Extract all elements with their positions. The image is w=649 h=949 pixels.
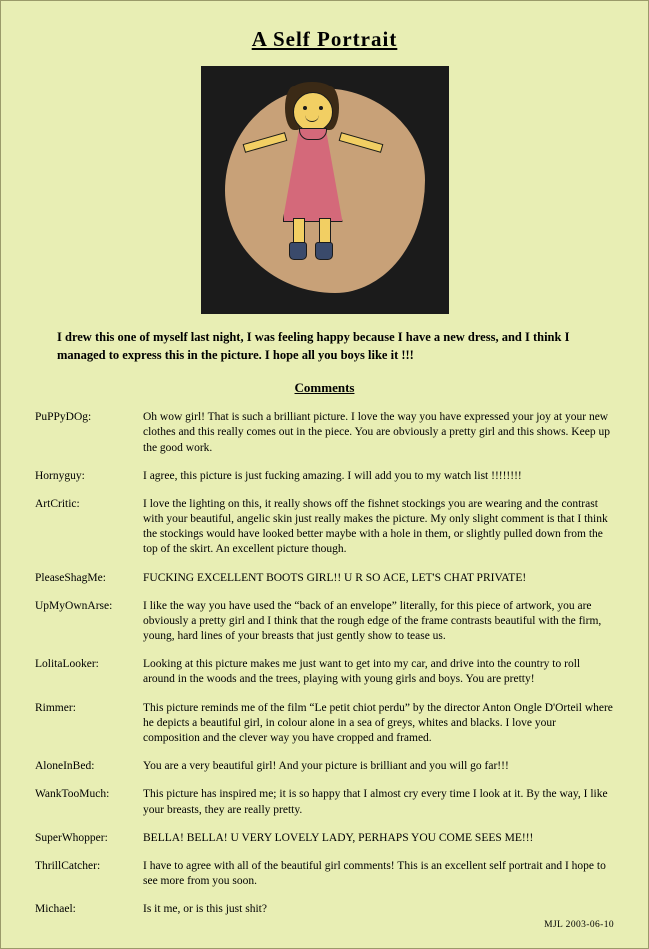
comments-list xyxy=(35,410,614,930)
comment-author: UpMyOwnArse: xyxy=(35,599,113,612)
document-footer-credit: MJL 2003-06-10 xyxy=(544,920,614,930)
comment-text: Oh wow girl! That is such a brilliant picture. I love the way you have expressed your joy at your new clothes and this really comes out in the piece. You are obviously a pretty girl and this shows. Keep up the good work. xyxy=(143,411,610,454)
comment-row xyxy=(35,902,614,930)
comment-row xyxy=(35,759,614,787)
comment-row xyxy=(35,787,614,830)
comment-row xyxy=(35,859,614,902)
comment-text: This picture reminds me of the film “Le petit chiot perdu” by the director Anton Ongle D'Orteil where he depicts a beautiful girl, in colour alone in a sea of greys, whites and blacks. I love your composition and the clever way you have cropped and framed. xyxy=(143,701,613,744)
comment-author: PuPPyDOg: xyxy=(35,411,92,424)
comment-author: Michael: xyxy=(35,903,76,916)
boot-left-icon xyxy=(289,242,307,260)
comment-row xyxy=(35,497,614,571)
comment-author: WankTooMuch: xyxy=(35,788,110,801)
page-content xyxy=(1,1,648,948)
comment-text: I agree, this picture is just fucking amazing. I will add you to my watch list !!!!!!!! xyxy=(143,469,522,482)
comment-text: I have to agree with all of the beautiful girl comments! This is an excellent self portrait and I hope to see more from you soon. xyxy=(143,859,606,888)
comment-author: PleaseShagMe: xyxy=(35,571,106,584)
comment-text: I love the lighting on this, it really shows off the fishnet stockings you are wearing and the contrast with your beautiful, angelic skin just really makes the picture. My only slight comment is that I think the stockings would have looked better maybe with a hole in them, or slightly pulled down from the top of the skirt. An excellent picture though. xyxy=(143,497,608,556)
comment-author: Rimmer: xyxy=(35,701,76,714)
self-portrait-image xyxy=(201,66,449,314)
boot-right-icon xyxy=(315,242,333,260)
comment-row xyxy=(35,410,614,469)
comment-text: FUCKING EXCELLENT BOOTS GIRL!! U R SO ACE, LET'S CHAT PRIVATE! xyxy=(143,571,527,584)
comment-author: LolitaLooker: xyxy=(35,658,99,671)
comments-heading: Comments xyxy=(294,380,355,396)
comment-row xyxy=(35,571,614,599)
comment-row xyxy=(35,831,614,859)
comment-author: ArtCritic: xyxy=(35,497,80,510)
comment-text: Is it me, or is this just shit? xyxy=(143,903,267,916)
page-title: A Self Portrait xyxy=(251,27,398,51)
comment-row xyxy=(35,469,614,497)
eye-right-icon xyxy=(319,106,323,110)
comment-row xyxy=(35,599,614,658)
comment-text: BELLA! BELLA! U VERY LOVELY LADY, PERHAPS YOU COME SEES ME!!! xyxy=(143,831,534,844)
comment-text: Looking at this picture makes me just want to get into my car, and drive into the country to roll around in the woods and the trees, playing with young girls and boys. You are pretty! xyxy=(143,658,581,686)
collar-shape xyxy=(299,128,327,140)
comment-author: SuperWhopper: xyxy=(35,831,108,844)
comment-text: This picture has inspired me; it is so happy that I almost cry every time I look at it. By the way, I like your breasts, they are really pretty. xyxy=(143,788,608,816)
face-icon xyxy=(293,92,333,132)
artwork-caption: I drew this one of myself last night, I was feeling happy because I have a new dress, and I think I managed to express this in the picture. I hope all you boys like it !!! xyxy=(57,330,570,363)
eye-left-icon xyxy=(303,106,307,110)
comment-author: Hornyguy: xyxy=(35,469,85,482)
comment-text: You are a very beautiful girl! And your picture is brilliant and you will go far!!! xyxy=(143,760,509,773)
comment-author: AloneInBed: xyxy=(35,760,95,773)
artwork-container xyxy=(35,66,614,314)
comment-author: ThrillCatcher: xyxy=(35,859,101,872)
comment-text: I like the way you have used the “back of an envelope” literally, for this piece of artwork, you are obviously a pretty girl and I think that the rough edge of the frame contrasts beautiful with the firm, young, hard lines of your breasts that just gently show to tease us. xyxy=(143,599,602,643)
comment-row xyxy=(35,701,614,760)
comment-row xyxy=(35,657,614,700)
